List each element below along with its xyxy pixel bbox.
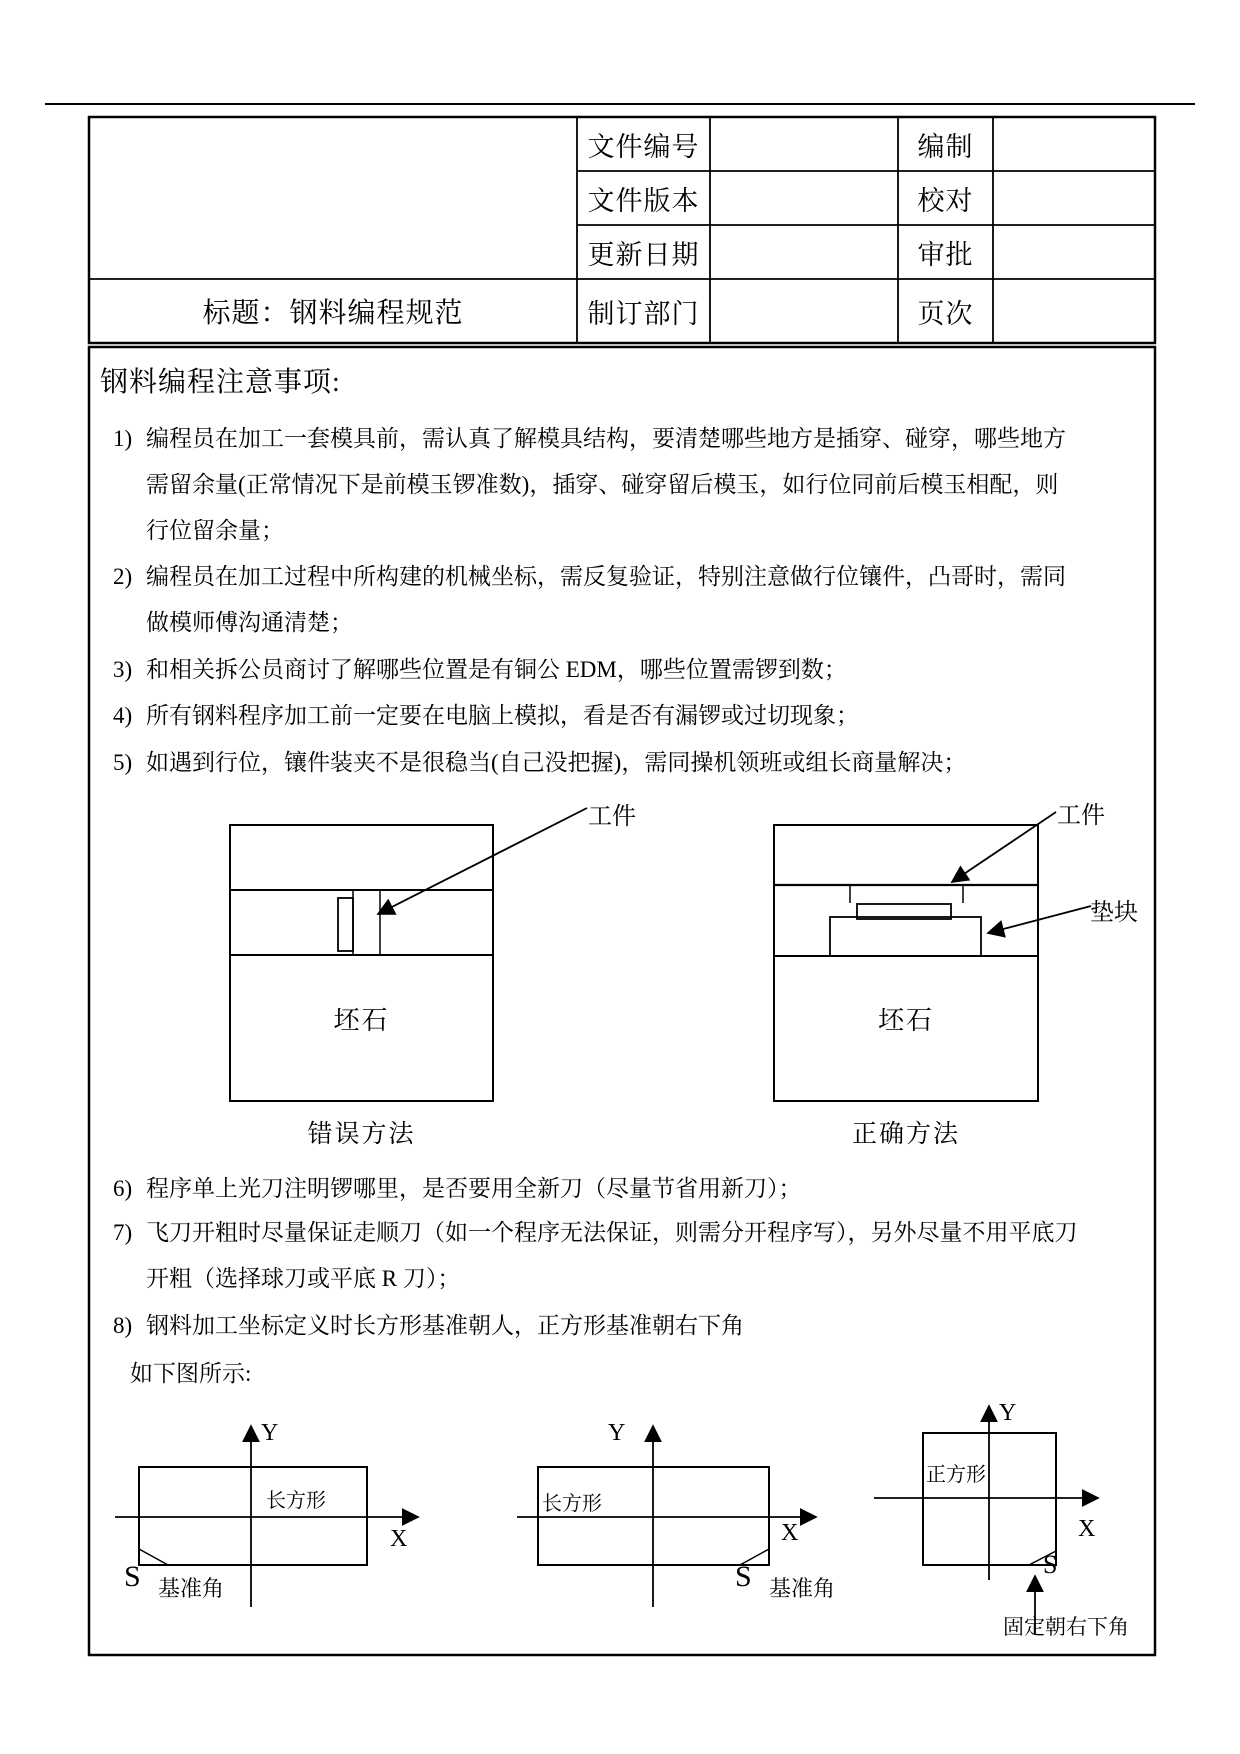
item-number: 8) [113,1313,133,1338]
item-line: 钢料加工坐标定义时长方形基准朝人，正方形基准朝右下角 [146,1313,744,1338]
spacer-arrow [988,906,1091,933]
workpiece-arrow [378,808,587,914]
list-item-5 [113,740,1125,786]
proofread-label: 校对 [917,185,974,216]
dept-label: 制订部门 [587,298,700,329]
page-number-value [993,279,1155,343]
section-heading: 钢料编程注意事项: [100,367,341,398]
dept-value [710,279,898,343]
list-item-2 [113,554,1125,646]
proofread-value [993,171,1155,225]
prepared-by-label: 编制 [917,131,974,162]
x-axis-label: X [1078,1516,1096,1542]
datum-corner-label: 基准角 [158,1576,225,1601]
update-date-value [710,225,898,279]
y-axis-label: Y [261,1420,279,1446]
item-line: 编程员在加工一套模具前，需认真了解模具结构，要清楚哪些地方是插穿、碰穿，哪些地方 [146,426,1066,451]
doc-number-label: 文件编号 [587,131,700,162]
item-number: 1) [113,426,133,451]
shape-label-rectangle: 长方形 [542,1493,602,1515]
axis-diagram-c [874,1406,1098,1634]
item-line: 飞刀开粗时尽量保证走顺刀（如一个程序无法保证，则需分开程序写），另外尽量不用平底刀 [146,1220,1078,1245]
item-line: 如遇到行位，镶件装夹不是很稳当(自己没把握)，需同操机领班或组长商量解决； [146,750,967,775]
item-number: 6) [113,1176,133,1201]
workpiece-arrow [952,812,1056,882]
item-number: 7) [113,1220,133,1245]
stock-label-correct: 坯石 [877,1006,934,1035]
workpiece-label-correct: 工件 [1057,803,1105,829]
shape-label-rectangle: 长方形 [266,1490,326,1512]
item-line: 所有钢料程序加工前一定要在电脑上模拟，看是否有漏锣或过切现象； [146,703,859,728]
approval-label: 审批 [917,239,974,270]
spacer-block [830,917,981,956]
item-line: 编程员在加工过程中所构建的机械坐标，需反复验证，特别注意做行位镶件，凸哥时，需同 [146,564,1066,589]
x-axis-label: X [781,1520,799,1546]
datum-corner-label: 基准角 [769,1576,836,1601]
approval-value [993,225,1155,279]
item-number: 5) [113,750,133,775]
item-number: 3) [113,657,133,682]
doc-number-value [710,117,898,171]
x-axis-label: X [390,1526,408,1552]
workpiece-plate [857,904,951,919]
list-item-3 [113,647,1125,693]
workpiece-label-wrong: 工件 [588,804,636,830]
see-figure-note: 如下图所示: [130,1361,252,1386]
workpiece-slot [338,898,353,951]
fixed-corner-note: 固定朝右下角 [1003,1615,1129,1639]
list-item-8 [113,1303,1125,1349]
y-axis-label: Y [608,1420,626,1446]
page-number-label: 页次 [917,298,974,329]
prepared-by-value [993,117,1155,171]
item-line: 程序单上光刀注明锣哪里，是否要用全新刀（尽量节省用新刀）； [146,1176,802,1201]
list-item-7 [113,1210,1125,1302]
page-title: 标题：钢料编程规范 [202,298,464,329]
list-item-6 [113,1166,1125,1212]
item-line: 和相关拆公员商讨了解哪些位置是有铜公 EDM，哪些位置需锣到数； [146,657,847,682]
doc-version-label: 文件版本 [587,185,700,216]
stock-label-wrong: 坯石 [333,1006,390,1035]
shape-label-square: 正方形 [926,1464,986,1486]
list-item-4 [113,693,1125,739]
item-number: 2) [113,564,133,589]
item-number: 4) [113,703,133,728]
y-axis-label: Y [999,1400,1017,1426]
list-item-1 [113,416,1125,554]
datum-chamfer [139,1549,168,1565]
datum-letter: S [124,1560,141,1593]
wrong-method-drawing [230,808,587,1101]
item-line: 做模师傅沟通清楚； [146,610,353,635]
caption-correct-method: 正确方法 [851,1121,960,1148]
item-line: 行位留余量； [146,518,284,543]
update-date-label: 更新日期 [587,239,700,270]
datum-letter: S [1043,1550,1058,1579]
correct-method-drawing [774,812,1091,1101]
spacer-label: 垫块 [1090,900,1138,926]
item-line: 开粗（选择球刀或平底 R 刀）； [146,1266,461,1291]
datum-letter: S [735,1560,752,1593]
item-line: 需留余量(正常情况下是前模玉锣准数)，插穿、碰穿留后模玉，如行位同前后模玉相配，则 [146,472,1059,497]
caption-wrong-method: 错误方法 [307,1121,416,1148]
doc-version-value [710,171,898,225]
